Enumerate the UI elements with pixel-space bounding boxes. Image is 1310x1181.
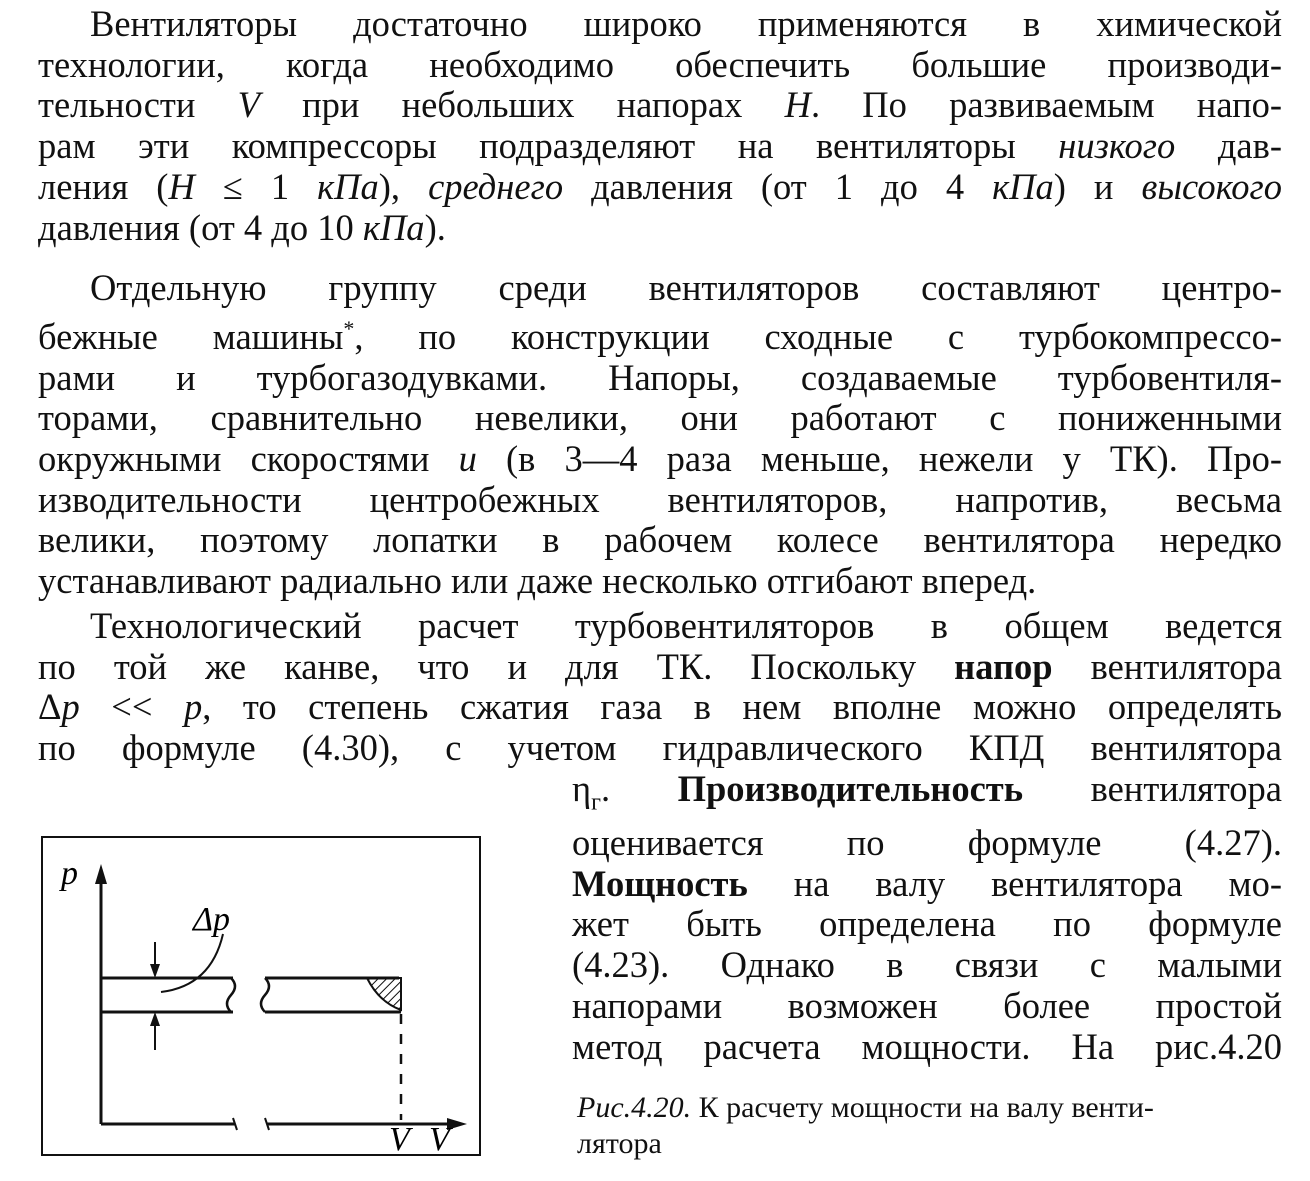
text-line: ления (Н ≤ 1 кПа), среднего давления (от 1 до 4 кПа) и высокого: [38, 165, 1282, 207]
text-line: Вентиляторы достаточно широко применяются в химической: [90, 3, 1282, 44]
figure-caption: [577, 1090, 1282, 1162]
text-line: рам эти компрессоры подразделяют на вентиляторы низкого дав-: [38, 125, 1282, 167]
text-line: окружными скоростями и (в 3—4 раза меньше, нежели у ТК). Про-: [38, 437, 1282, 479]
text-line: Технологический расчет турбовентиляторов в общем ведется: [90, 605, 1282, 646]
text-line: рами и турбогазодувками. Напоры, создаваемые турбовентиля-: [38, 356, 1282, 398]
strip-break-right: [261, 978, 269, 1012]
text-line: велики, поэтому лопатки в рабочем колесе вентилятора нередко: [38, 519, 1282, 561]
figure-4-20: [41, 836, 481, 1156]
text-line: давления (от 4 до 10 кПа).: [38, 206, 446, 248]
text-line: изводительности центробежных вентиляторов, напротив, весьма: [38, 478, 1282, 520]
text-line: торами, сравнительно невелики, они работают с пониженными: [38, 397, 1282, 439]
caption-text: К расчету мощности на валу венти-: [691, 1091, 1154, 1124]
paragraph-2: [38, 268, 1282, 602]
text-line: технологии, когда необходимо обеспечить большие производи-: [38, 43, 1282, 85]
dp-leader: [161, 934, 223, 992]
text-line: оценивается по формуле (4.27).: [572, 822, 1282, 863]
text-line: бежные машины*, по конструкции сходные с турбокомпрессо-: [38, 315, 1282, 357]
text-line: устанавливают радиально или даже несколько отгибают вперед.: [38, 560, 1037, 602]
text-line: жет быть определена по формуле: [572, 903, 1282, 945]
figure-diagram: [43, 838, 483, 1158]
text-line: тельности V при небольших напорах Н. По развиваемым напо-: [38, 84, 1283, 126]
text-line: Δp << p, то степень сжатия газа в нем вполне можно определять: [38, 686, 1283, 728]
strip-break-left: [227, 978, 235, 1012]
dp-arrowhead-top: [150, 964, 160, 978]
paragraph-3: [38, 606, 1282, 769]
text-line: (4.23). Однако в связи с малыми: [572, 944, 1282, 986]
label-delta-p: Δp: [193, 901, 230, 938]
text-line: напорами возможен более простой: [572, 984, 1282, 1026]
p-axis-arrow: [95, 864, 107, 884]
text-line: метод расчета мощности. На рис.4.20: [572, 1025, 1282, 1067]
label-p-axis: p: [61, 855, 78, 892]
text-line: $\eta_г$. Производительность вентилятора: [572, 768, 1282, 816]
paragraph-4: [572, 769, 1282, 1067]
caption-number: Рис.4.20.: [577, 1091, 692, 1124]
hatched-wedge: [367, 978, 401, 1010]
label-v2: V: [429, 1121, 450, 1158]
dp-arrowhead-bottom: [150, 1012, 160, 1026]
paragraph-1: [38, 4, 1282, 248]
v-axis-arrow: [447, 1118, 467, 1130]
text-line: по той же канве, что и для ТК. Поскольку напор вентилятора: [38, 645, 1282, 687]
text-line: Отдельную группу среди вентиляторов составляют центро-: [90, 267, 1282, 308]
label-v1: V: [389, 1121, 410, 1158]
text-line: по формуле (4.30), с учетом гидравлического КПД вентилятора: [38, 727, 1282, 769]
text-line: Мощность на валу вентилятора мо-: [572, 862, 1282, 904]
caption-text-continued: лятора: [577, 1127, 662, 1160]
